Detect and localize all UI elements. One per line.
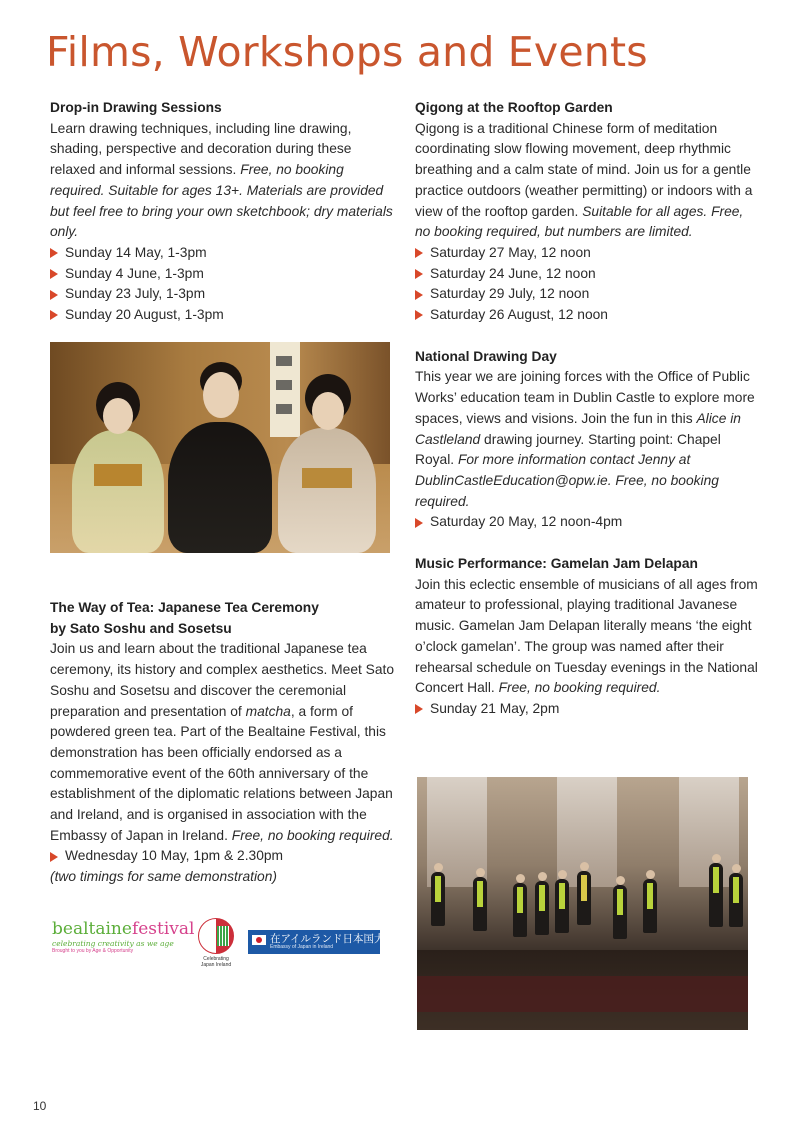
hanging-scroll bbox=[270, 342, 300, 437]
date-text: Sunday 14 May, 1-3pm bbox=[65, 244, 207, 260]
musician bbox=[709, 863, 723, 927]
obi-sash bbox=[94, 464, 142, 486]
national-desc-italic: Alice in Castleland bbox=[415, 410, 741, 447]
logo-number: 60 bbox=[202, 929, 213, 939]
music-note: Free, no booking required. bbox=[498, 680, 661, 696]
drawing-note: Free, no booking required. Suitable for ages 13+. Materials are provided but feel free to bring your own sketchbook; dry materials only. bbox=[50, 162, 393, 240]
national-note: For more information contact Jenny at DublinCastleEducation@opw.ie. Free, no booking required. bbox=[415, 452, 719, 509]
tea-desc-a: Join us and learn about the traditional Japanese tea ceremony, its history and complex aesthetics. Meet Sato Soshu and Sosetsu and discover the ceremonial preparation and presentation of bbox=[50, 641, 395, 719]
musician bbox=[431, 872, 445, 926]
music-desc-text: Join this eclectic ensemble of musicians of all ages from amateur to professional, playing traditional Javanese music. Gamelan Jam Delapan literally means ‘the eight o’clock gamelan’. The group was named after their rehearsal schedule on Tuesday evenings in the National Concert Hall. bbox=[415, 576, 758, 696]
musician bbox=[729, 873, 743, 927]
date-item bbox=[415, 305, 760, 326]
date-text: Saturday 20 May, 12 noon-4pm bbox=[430, 514, 623, 530]
national-desc-b: drawing journey. Starting point: Chapel Royal. bbox=[415, 431, 721, 468]
logo-caption: Celebrating Japan Ireland bbox=[200, 956, 232, 968]
face bbox=[312, 392, 344, 430]
music-title: Music Performance: Gamelan Jam Delapan bbox=[415, 556, 698, 572]
tea-title-1: The Way of Tea: Japanese Tea Ceremony bbox=[50, 600, 319, 615]
triangle-bullet-icon bbox=[415, 290, 423, 300]
logo-tagline: celebrating creativity as we age bbox=[52, 939, 174, 948]
musician bbox=[613, 885, 627, 939]
date-item bbox=[415, 699, 760, 720]
date-text: Sunday 20 August, 1-3pm bbox=[65, 307, 224, 323]
logo-text: festival bbox=[131, 919, 195, 939]
logo-japanese-text: 在アイルランド日本国大使館 bbox=[270, 933, 406, 945]
person-right bbox=[278, 428, 376, 553]
triangle-bullet-icon bbox=[415, 704, 423, 714]
triangle-bullet-icon bbox=[415, 310, 423, 320]
triangle-bullet-icon bbox=[50, 269, 58, 279]
tea-ceremony-photo bbox=[50, 342, 390, 553]
logo-text: taine bbox=[88, 919, 132, 939]
music-dates bbox=[415, 699, 760, 720]
triangle-bullet-icon bbox=[415, 248, 423, 258]
triangle-bullet-icon bbox=[415, 269, 423, 279]
date-text: Sunday 23 July, 1-3pm bbox=[65, 286, 206, 302]
date-item bbox=[50, 264, 395, 285]
triangle-bullet-icon bbox=[50, 290, 58, 300]
left-column bbox=[50, 98, 395, 326]
japan-ireland-60-logo bbox=[196, 918, 236, 974]
musician bbox=[513, 883, 527, 937]
page-number: 10 bbox=[33, 1099, 47, 1113]
music-description bbox=[415, 575, 760, 699]
date-text: Wednesday 10 May, 1pm & 2.30pm bbox=[65, 848, 284, 864]
tea-date-note: (two timings for same demonstration) bbox=[50, 869, 277, 885]
date-item bbox=[50, 305, 395, 326]
qigong-note: Suitable for all ages. Free, no booking required, but numbers are limited. bbox=[415, 203, 744, 240]
date-item bbox=[415, 512, 760, 533]
drawing-title: Drop-in Drawing Sessions bbox=[50, 100, 222, 115]
date-item bbox=[50, 243, 395, 264]
embassy-of-japan-logo bbox=[248, 930, 406, 954]
tea-desc-b: , a form of powdered green tea. Part of the Bealtaine Festival, this demonstration has been officially endorsed as a commemorative event of the 60th anniversary of the establishment of the diplomatic relations between Japan and Ireland, and is organised in association with the Embassy of Japan in Ireland. bbox=[50, 703, 393, 843]
date-item bbox=[50, 846, 395, 867]
face bbox=[203, 372, 239, 418]
date-text: Sunday 21 May, 2pm bbox=[430, 700, 560, 716]
date-text: Saturday 24 June, 12 noon bbox=[430, 265, 596, 281]
drawing-dates bbox=[50, 243, 395, 326]
qigong-description bbox=[415, 119, 760, 243]
logo-text: beal bbox=[52, 919, 89, 939]
logo-english-text: Embassy of Japan in Ireland bbox=[270, 944, 334, 950]
qigong-dates bbox=[415, 243, 760, 326]
right-column bbox=[415, 98, 760, 720]
date-item bbox=[415, 243, 760, 264]
face bbox=[103, 398, 133, 434]
date-text: Saturday 26 August, 12 noon bbox=[430, 307, 608, 323]
tea-title-2: by Sato Soshu and Sosetsu bbox=[50, 620, 232, 636]
person-left bbox=[72, 430, 164, 553]
logo-subline: Brought to you by Age & Opportunity bbox=[52, 948, 134, 954]
triangle-bullet-icon bbox=[50, 310, 58, 320]
date-text: Saturday 29 July, 12 noon bbox=[430, 286, 590, 302]
musician bbox=[473, 877, 487, 931]
drawing-section bbox=[50, 98, 395, 326]
tea-desc-italic: matcha bbox=[245, 703, 291, 719]
qigong-section bbox=[415, 98, 760, 326]
stage-rug bbox=[417, 976, 748, 1012]
japan-flag-icon bbox=[252, 935, 266, 945]
triangle-bullet-icon bbox=[50, 852, 58, 862]
qigong-desc-text: Qigong is a traditional Chinese form of meditation coordinating slow flowing movement, deep rhythmic breathing and a calm state of mind. Join us for a gentle practice outdoors (weather permitting) or indoors with a view of the rooftop garden. bbox=[415, 120, 753, 219]
musician bbox=[535, 881, 549, 935]
date-text: Sunday 4 June, 1-3pm bbox=[65, 265, 204, 281]
page-title: Films, Workshops and Events bbox=[46, 28, 648, 76]
national-title: National Drawing Day bbox=[415, 348, 557, 364]
national-desc-a: This year we are joining forces with the Office of Public Works’ education team in Dublin Castle to explore more spaces, views and visions. Join the fun in this bbox=[415, 369, 755, 426]
date-item bbox=[415, 264, 760, 285]
bealtaine-festival-logo bbox=[52, 919, 195, 960]
musician bbox=[555, 879, 569, 933]
obi-sash bbox=[302, 468, 352, 488]
tea-dates bbox=[50, 846, 395, 867]
date-item bbox=[415, 284, 760, 305]
logo-bars bbox=[217, 926, 229, 946]
person-center bbox=[168, 422, 272, 553]
qigong-title: Qigong at the Rooftop Garden bbox=[415, 100, 613, 115]
musician bbox=[643, 879, 657, 933]
date-item bbox=[50, 284, 395, 305]
national-dates bbox=[415, 512, 760, 533]
triangle-bullet-icon bbox=[415, 518, 423, 528]
national-description bbox=[415, 367, 760, 512]
tea-note: Free, no booking required. bbox=[231, 827, 394, 843]
drawing-description bbox=[50, 119, 395, 243]
musician bbox=[577, 871, 591, 925]
gamelan-performance-photo bbox=[417, 777, 748, 1030]
national-drawing-section bbox=[415, 347, 760, 533]
date-text: Saturday 27 May, 12 noon bbox=[430, 244, 591, 260]
drawing-desc-text: Learn drawing techniques, including line drawing, shading, perspective and decoration during these relaxed and informal sessions. bbox=[50, 120, 352, 178]
music-section bbox=[415, 554, 760, 720]
tea-description bbox=[50, 639, 395, 846]
triangle-bullet-icon bbox=[50, 248, 58, 258]
tea-section bbox=[50, 598, 395, 888]
